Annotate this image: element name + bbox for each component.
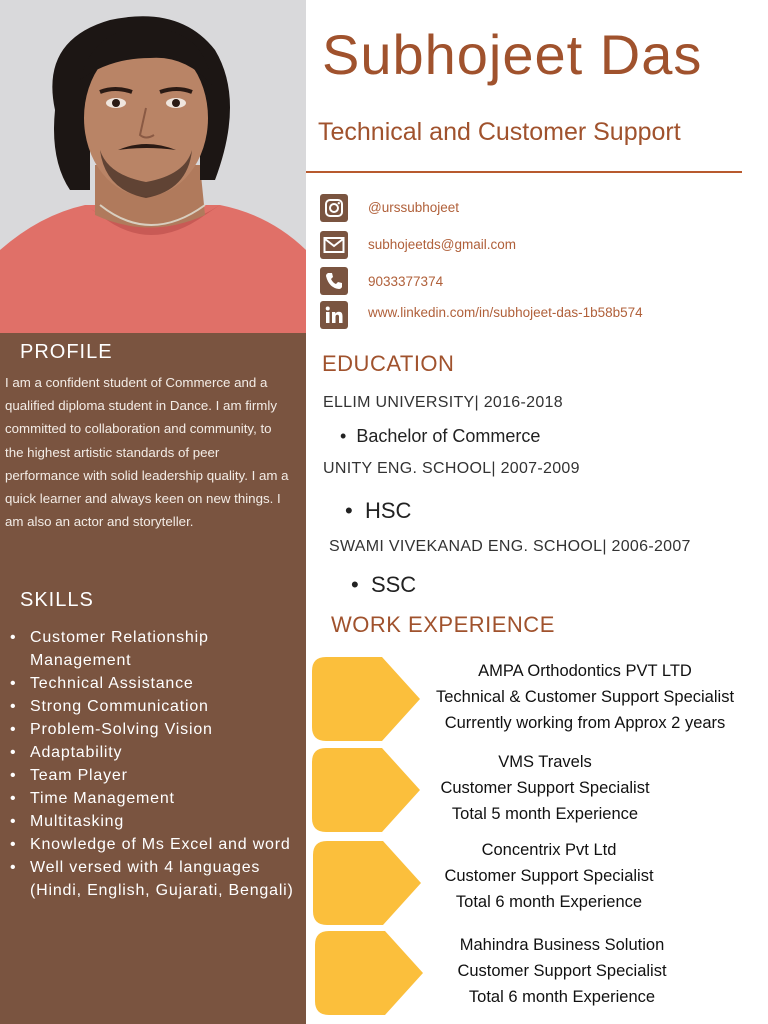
skills-heading: SKILLS [20,589,94,611]
profile-text: I am a confident student of Commerce and a qualified diploma student in Dance. I am firmly committed to collaboration and community, to the highest artistic standards of peer performance with solid leadership quality. I am a quick learner and always keen on new things. I am also an actor and storyteller. [5,375,289,530]
work-position: Technical & Customer Support Specialist [435,688,735,706]
left-sidebar [0,0,306,1024]
work-duration: Total 6 month Experience [468,988,656,1006]
work-duration: Currently working from Approx 2 years [444,714,726,732]
education-school: ELLIM UNIVERSITY| 2016-2018 [323,394,563,411]
header-divider [306,171,742,173]
skills-list [8,626,300,902]
work-company: AMPA Orthodontics PVT LTD [478,662,692,680]
work-entry [414,837,684,915]
work-position: Customer Support Specialist [444,867,654,885]
skill-item: • Customer Relationship Management [8,626,300,672]
work-duration: Total 6 month Experience [455,893,643,911]
work-entry [412,749,678,827]
work-heading: WORK EXPERIENCE [331,612,555,637]
email-address[interactable]: subhojeetds@gmail.com [368,237,517,252]
education-degree: • Bachelor of Commerce [340,426,541,446]
skill-item: • Time Management [8,787,300,810]
skill-item: • Knowledge of Ms Excel and word [8,833,300,856]
work-company: Concentrix Pvt Ltd [481,841,617,859]
person-name: Subhojeet Das [322,23,703,86]
work-position: Customer Support Specialist [457,962,667,980]
linkedin-icon [320,301,348,329]
phone-icon [320,267,348,295]
instagram-icon [320,194,348,222]
skill-item: • Team Player [8,764,300,787]
work-marker-shape [313,841,423,925]
work-duration: Total 5 month Experience [451,805,639,823]
education-school: UNITY ENG. SCHOOL| 2007-2009 [323,460,580,477]
skill-item: • Strong Communication [8,695,300,718]
linkedin-url[interactable]: www.linkedin.com/in/subhojeet-das-1b58b574 [368,305,643,320]
email-icon [320,231,348,259]
education-degree: • HSC [345,498,412,523]
skill-item: • Well versed with 4 languages (Hindi, English, Gujarati, Bengali) [8,856,300,902]
work-company: VMS Travels [498,753,592,771]
work-entry [412,658,758,736]
profile-heading: PROFILE [20,341,113,363]
work-company: Mahindra Business Solution [459,936,665,954]
work-marker-shape [315,931,425,1015]
skill-item: • Problem-Solving Vision [8,718,300,741]
work-entry [424,932,700,1010]
education-heading: EDUCATION [322,351,455,376]
skill-item: • Technical Assistance [8,672,300,695]
instagram-handle[interactable]: @urssubhojeet [368,200,460,215]
phone-number[interactable]: 9033377374 [368,274,444,289]
work-marker-shape [312,657,422,741]
profile-photo [0,0,306,333]
work-marker-shape [312,748,422,832]
work-position: Customer Support Specialist [440,779,650,797]
education-school: SWAMI VIVEKANAD ENG. SCHOOL| 2006-2007 [329,538,691,555]
skill-item: • Multitasking [8,810,300,833]
job-title: Technical and Customer Support [318,118,681,146]
skill-item: • Adaptability [8,741,300,764]
education-degree: • SSC [351,572,417,597]
